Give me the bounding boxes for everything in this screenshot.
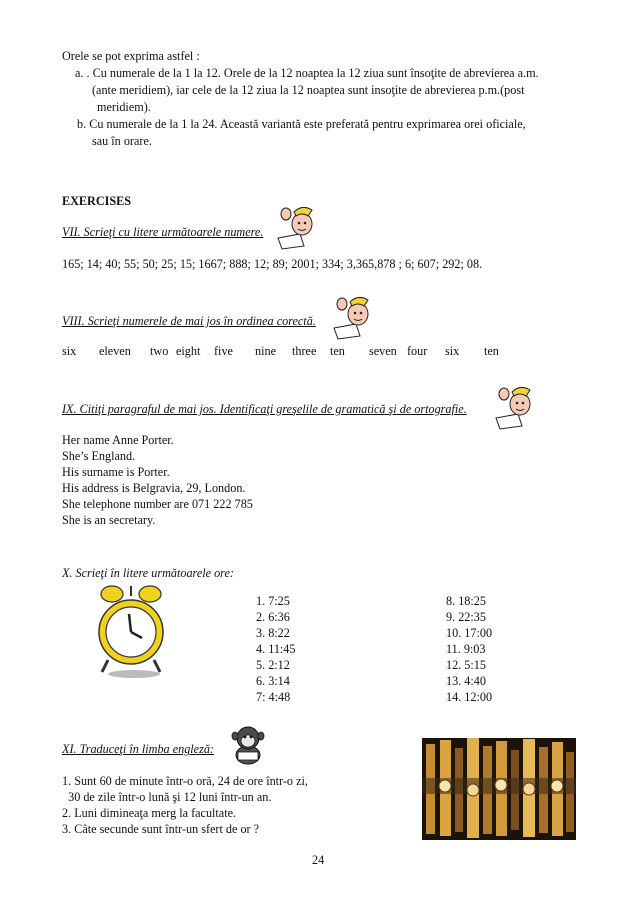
alarm-clock-icon	[92, 582, 172, 682]
time-item: 3. 8:22	[256, 626, 290, 640]
ex9-title: IX. Citiţi paragraful de mai jos. Identificaţi greşelile de gramatică şi de ortografie.	[62, 402, 467, 416]
time-item: 12. 5:15	[446, 658, 486, 672]
intro-a-line1: a. . Cu numerale de la 1 la 12. Orele de la 12 noaptea la 12 ziua sunt însoţite de abrevierea a.m.	[75, 66, 539, 80]
watches-photo	[422, 738, 576, 840]
ex8-word: nine	[255, 344, 276, 358]
ex11-line: 2. Luni dimineaţa merg la facultate.	[62, 806, 237, 820]
intro-a-line3: meridiem).	[97, 100, 151, 114]
ex11-title: XI. Traduceţi în limba engleză:	[62, 742, 214, 756]
ex9-line: She is an secretary.	[62, 513, 156, 527]
ex9-line: She telephone number are 071 222 785	[62, 497, 253, 511]
ex8-word: ten	[484, 344, 499, 358]
ex8-word: four	[407, 344, 428, 358]
ex9-line: She’s England.	[62, 449, 136, 463]
ex8-word: six	[62, 344, 77, 358]
time-item: 11. 9:03	[446, 642, 486, 656]
ex11-line: 1. Sunt 60 de minute într-o oră, 24 de ore într-o zi,	[62, 774, 308, 788]
time-item: 4. 11:45	[256, 642, 296, 656]
ex8-word: five	[214, 344, 233, 358]
ex11-line: 30 de zile într-o lună şi 12 luni într-un an.	[62, 790, 272, 804]
ex8-word: eight	[176, 344, 201, 358]
ex8-title: VIII. Scrieţi numerele de mai jos în ordinea corectă.	[62, 314, 316, 328]
time-item: 6. 3:14	[256, 674, 290, 688]
time-item: 2. 6:36	[256, 610, 290, 624]
waving-cartoon-icon	[274, 200, 320, 250]
time-item: 8. 18:25	[446, 594, 486, 608]
ex11-line: 3. Câte secunde sunt într-un sfert de or ?	[62, 822, 260, 836]
time-item: 1. 7:25	[256, 594, 290, 608]
waving-cartoon-icon	[492, 380, 538, 430]
ex8-word: ten	[330, 344, 345, 358]
time-item: 13. 4:40	[446, 674, 486, 688]
time-item: 10. 17:00	[446, 626, 493, 640]
intro-b-line2: sau în orare.	[92, 134, 152, 148]
ex7-numbers: 165; 14; 40; 55; 50; 25; 15; 1667; 888; 12; 89; 2001; 334; 3,365,878 ; 6; 607; 292; 08.	[62, 257, 483, 271]
time-item: 9. 22:35	[446, 610, 486, 624]
monkey-icon	[228, 722, 268, 766]
ex8-word: eleven	[99, 344, 131, 358]
ex10-title: X. Scrieţi în litere următoarele ore:	[62, 566, 234, 580]
ex7-title: VII. Scrieţi cu litere următoarele numere.	[62, 225, 264, 239]
intro-a-line2: (ante meridiem), iar cele de la 12 ziua la 12 noaptea sunt insoţite de abrevierea p.m.(post	[92, 83, 525, 97]
intro-b-line1: b. Cu numerale de la 1 la 24. Această variantă este preferată pentru exprimarea orei oficiale,	[77, 117, 526, 131]
time-item: 14. 12:00	[446, 690, 493, 704]
ex8-word: three	[292, 344, 317, 358]
time-item: 7: 4:48	[256, 690, 291, 704]
ex9-line: Her name Anne Porter.	[62, 433, 174, 447]
ex9-line: His address is Belgravia, 29, London.	[62, 481, 246, 495]
ex8-word: six	[445, 344, 460, 358]
ex8-word: two	[150, 344, 169, 358]
time-item: 5. 2:12	[256, 658, 290, 672]
intro-heading: Orele se pot exprima astfel :	[62, 49, 200, 63]
exercises-title: EXERCISES	[62, 194, 132, 208]
ex8-word: seven	[369, 344, 397, 358]
page-number: 24	[312, 853, 325, 867]
waving-cartoon-icon	[330, 290, 376, 340]
ex9-line: His surname is Porter.	[62, 465, 170, 479]
